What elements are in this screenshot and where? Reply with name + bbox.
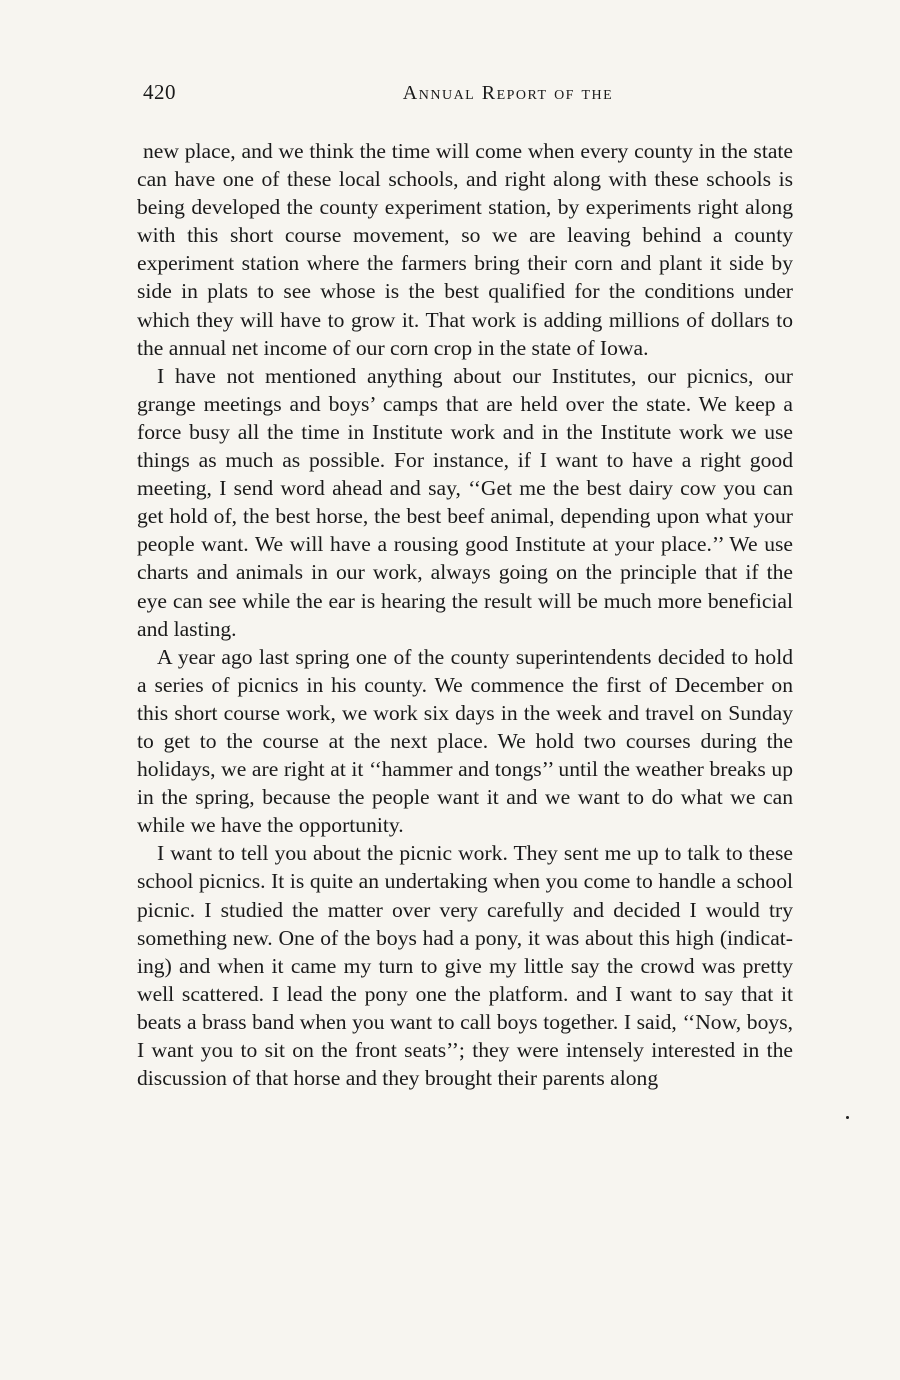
page-number: 420 (143, 80, 176, 104)
print-speck (846, 1116, 849, 1119)
page-header (143, 80, 803, 112)
body-text (137, 137, 793, 1092)
paragraph-3: A year ago last spring one of the county superintendents decided to hold a series of picnics in his county. We commence the first of December on this short course work, we work six days in the week and travel on Sunday to get to the course at the next place. We hold two courses during the holidays, we are right at it ‘‘hammer and tongs’’ until the weather breaks up in the spring, because the people want it and we want to do what we can while we have the opportunity. (137, 644, 793, 838)
running-head: Annual Report of the (402, 82, 614, 104)
paragraph-2: I have not mentioned anything about our Institutes, our picnics, our grange meetings and boys’ camps that are held over the state. We keep a force busy all the time in Institute work and in the Institute work we use things as much as possible. For instance, if I want to have a right good meeting, I send word ahead and say, ‘‘Get me the best dairy cow you can get hold of, the best horse, the best beef animal, depending upon what your people want. We will have a rousing good Institute at your place.’’ We use charts and animals in our work, always going on the principle that if the eye can see while the ear is hearing the result will be much more beneficial and lasting. (137, 363, 793, 641)
paragraph-4: I want to tell you about the picnic work. They sent me up to talk to these school picnics. It is quite an undertaking when you come to handle a school picnic. I studied the matter over very carefully and decided I would try something new. One of the boys had a pony, it was about this high (indicating) and when it came my turn to give my little say the crowd was pretty well scattered. I lead the pony one the platform. and I want to say that it beats a brass band when you want to call boys together. I said, ‘‘Now, boys, I want you to sit on the front seats’’; they were intensely interested in the discussion of that horse and they brought their parents along (137, 841, 793, 1091)
paragraph-1: new place, and we think the time will come when every county in the state can have one of these local schools, and right along with these schools is being developed the county experiment station, by experiments right along with this short course movement, so we are leaving behind a county experiment station where the farmers bring their corn and plant it side by side in plats to see whose is the best qualified for the conditions under which they will have to grow it. That work is adding millions of dollars to the annual net income of our corn crop in the state of Iowa. (137, 139, 793, 360)
